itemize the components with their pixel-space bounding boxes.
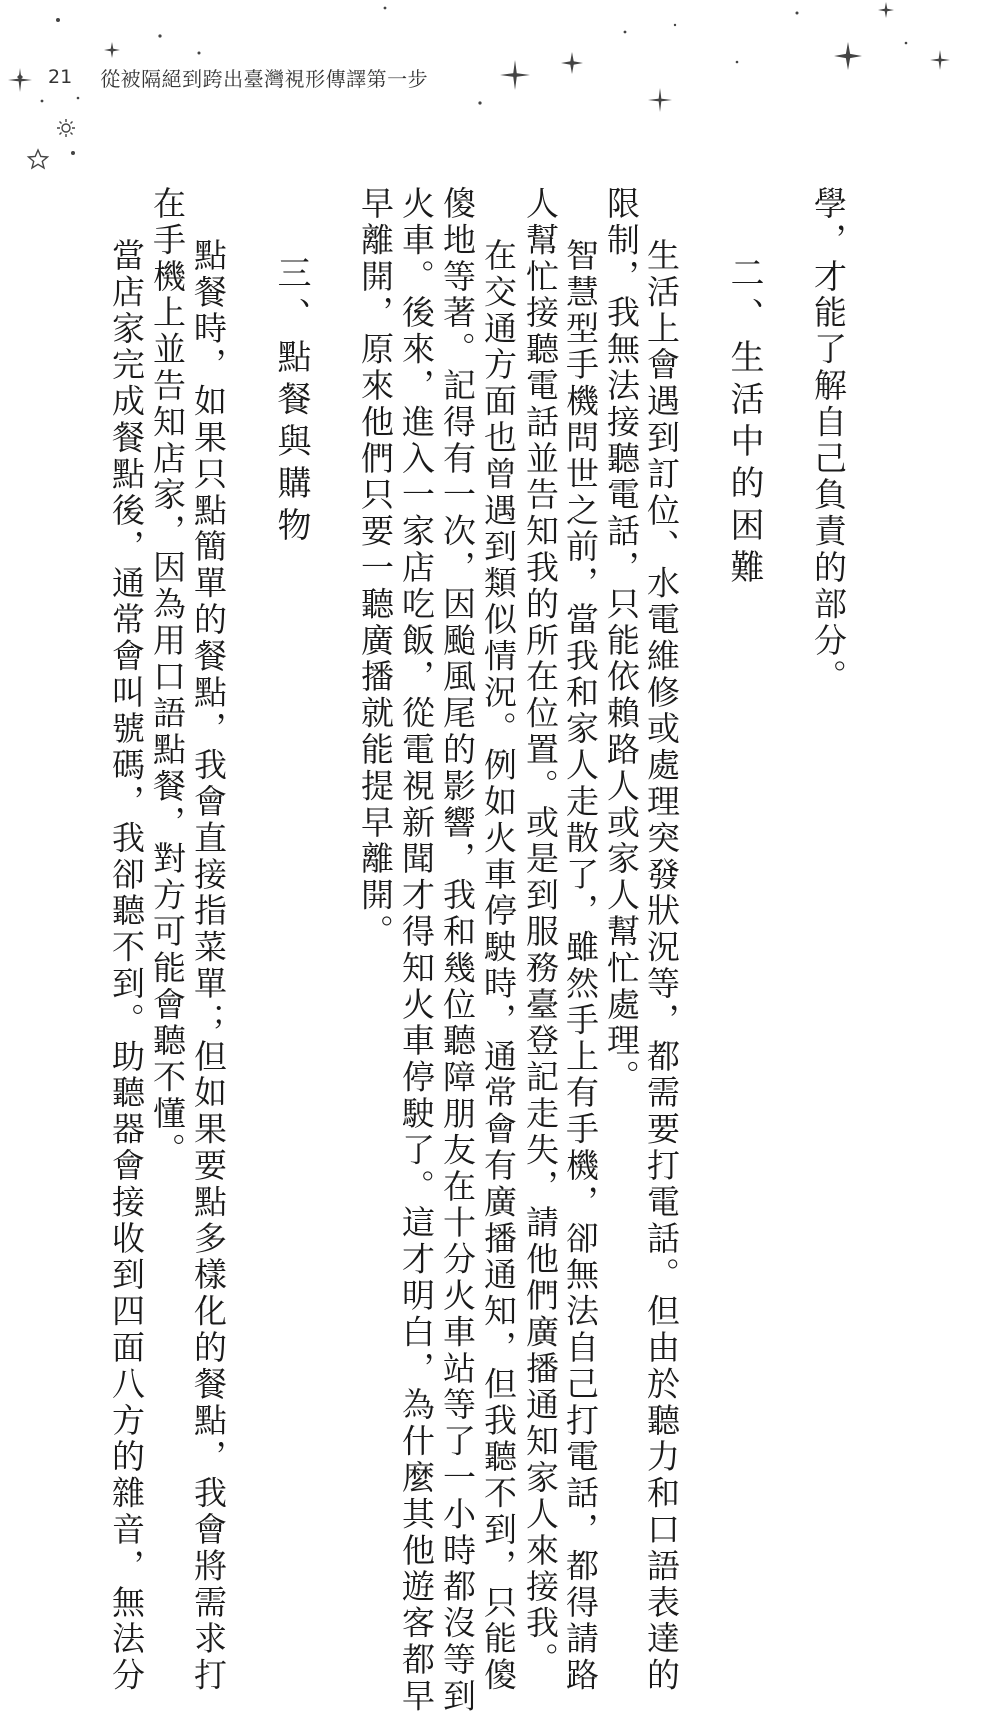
text-column: 火車。後來，進入一家店吃飯，從電視新聞才得知火車停駛了。這才明白，為什麼其他遊客都早 <box>397 186 436 1715</box>
text-column: 早離開，原來他們只要一聽廣播就能提早離開。 <box>356 186 395 951</box>
section-heading: 二、生活中的困難 <box>724 255 764 591</box>
running-title: 從被隔絕到跨出臺灣視形傳譯第一步 <box>100 66 429 91</box>
section-heading: 三、點餐與購物 <box>271 255 311 549</box>
text-column: 生活上會遇到訂位、水電維修或處理突發狀況等，都需要打電話。但由於聽力和口語表達的 <box>642 238 681 1694</box>
text-column: 限制，我無法接聽電話，只能依賴路人或家人幫忙處理。 <box>602 186 641 1096</box>
text-column: 當店家完成餐點後，通常會叫號碼，我卻聽不到。助聽器會接收到四面八方的雜音，無法分 <box>107 238 146 1694</box>
text-column: 人幫忙接聽電話並告知我的所在位置。或是到服務臺登記走失，請他們廣播通知家人來接我。 <box>521 186 560 1679</box>
page-number: 21 <box>48 66 73 88</box>
text-column: 在手機上並告知店家，因為用口語點餐，對方可能會聽不懂。 <box>148 186 187 1169</box>
text-column: 在交通方面也曾遇到類似情況。例如火車停駛時，通常會有廣播通知，但我聽不到，只能傻 <box>479 238 518 1694</box>
text-column: 傻地等著。記得有一次，因颱風尾的影響，我和幾位聽障朋友在十分火車站等了一小時都沒等到 <box>438 186 477 1715</box>
text-column: 智慧型手機問世之前，當我和家人走散了，雖然手上有手機，卻無法自己打電話，都得請路 <box>561 238 600 1694</box>
text-column: 點餐時，如果只點簡單的餐點，我會直接指菜單；但如果要點多樣化的餐點，我會將需求打 <box>189 238 228 1694</box>
text-column: 學，才能了解自己負責的部分。 <box>809 186 848 696</box>
